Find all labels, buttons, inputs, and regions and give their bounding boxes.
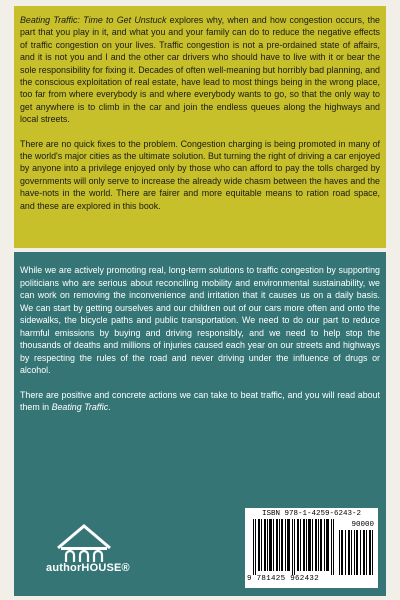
isbn-number: ISBN 978-1-4259-6243-2 xyxy=(261,510,362,518)
barcode-digits: 9 781425 962432 xyxy=(247,575,320,583)
barcode-bars-icon xyxy=(253,519,337,575)
top-paragraph-1 xyxy=(20,14,380,126)
barcode-addon-bars-icon xyxy=(339,530,373,575)
top-paragraph-1-text: explores why, when and how congestion occurs, the part that you play in it, and what you and your family can do to reduce the negative effects of traffic congestion on your lives. Traffic congestion is not a pre-ordained state of affairs, and it is not you and I and the other car drivers who should have to live with it or bear the sole responsibility for fixing it. Decades of often well-meaning but horribly bad planning, and the conscious exploitation of real estate, have lead to most things being in the wrong place, too far from where everybody is and where everybody wants to go, so that the only way to get anywhere is to climb in the car and join the endless queues along the highways and local streets. xyxy=(20,15,380,125)
book-title-reference: Beating Traffic xyxy=(51,402,109,412)
bottom-paragraph-2-prefix: There are positive and concrete actions we can take to beat traffic, and you will read about them in xyxy=(20,389,380,412)
price-code: 90000 xyxy=(351,521,374,529)
publisher-name: authorHOUSE® xyxy=(46,562,130,574)
top-panel xyxy=(14,6,386,248)
book-title: Beating Traffic: Time to Get Unstuck xyxy=(20,15,167,25)
bottom-paragraph-2-suffix: . xyxy=(108,402,111,412)
bottom-paragraph-1: While we are actively promoting real, long-term solutions to traffic congestion by supporting politicians who are serious about reconciling mobility and environmental sustainability, we can work on removing the inconvenience and irritation that it causes us on a daily basis. We can start by getting ourselves and our children out of our cars more often and onto the sidewalks, the bicycle paths and public transportation. We need to do our part to reduce harmful emissions by buying and driving responsibly, and we need to help stop the thousands of deaths and millions of injuries caused each year on our streets and highways by respecting the rules of the road and never driving under the influence of drugs or alcohol. xyxy=(20,265,380,375)
bottom-paragraph-2 xyxy=(20,389,380,414)
top-paragraph-2: There are no quick fixes to the problem. Congestion charging is being promoted in many of the world's major cities as the ultimate solution. But turning the right of driving a car enjoyed by anyone into a privilege enjoyed only by those who can afford to pay the tolls charged by governments will only serve to increase the already wide chasm between the haves and the have-nots in the world. There are fairer and more equitable means to ration road space, and these are explored in this book. xyxy=(20,138,380,211)
isbn-barcode xyxy=(245,508,378,588)
